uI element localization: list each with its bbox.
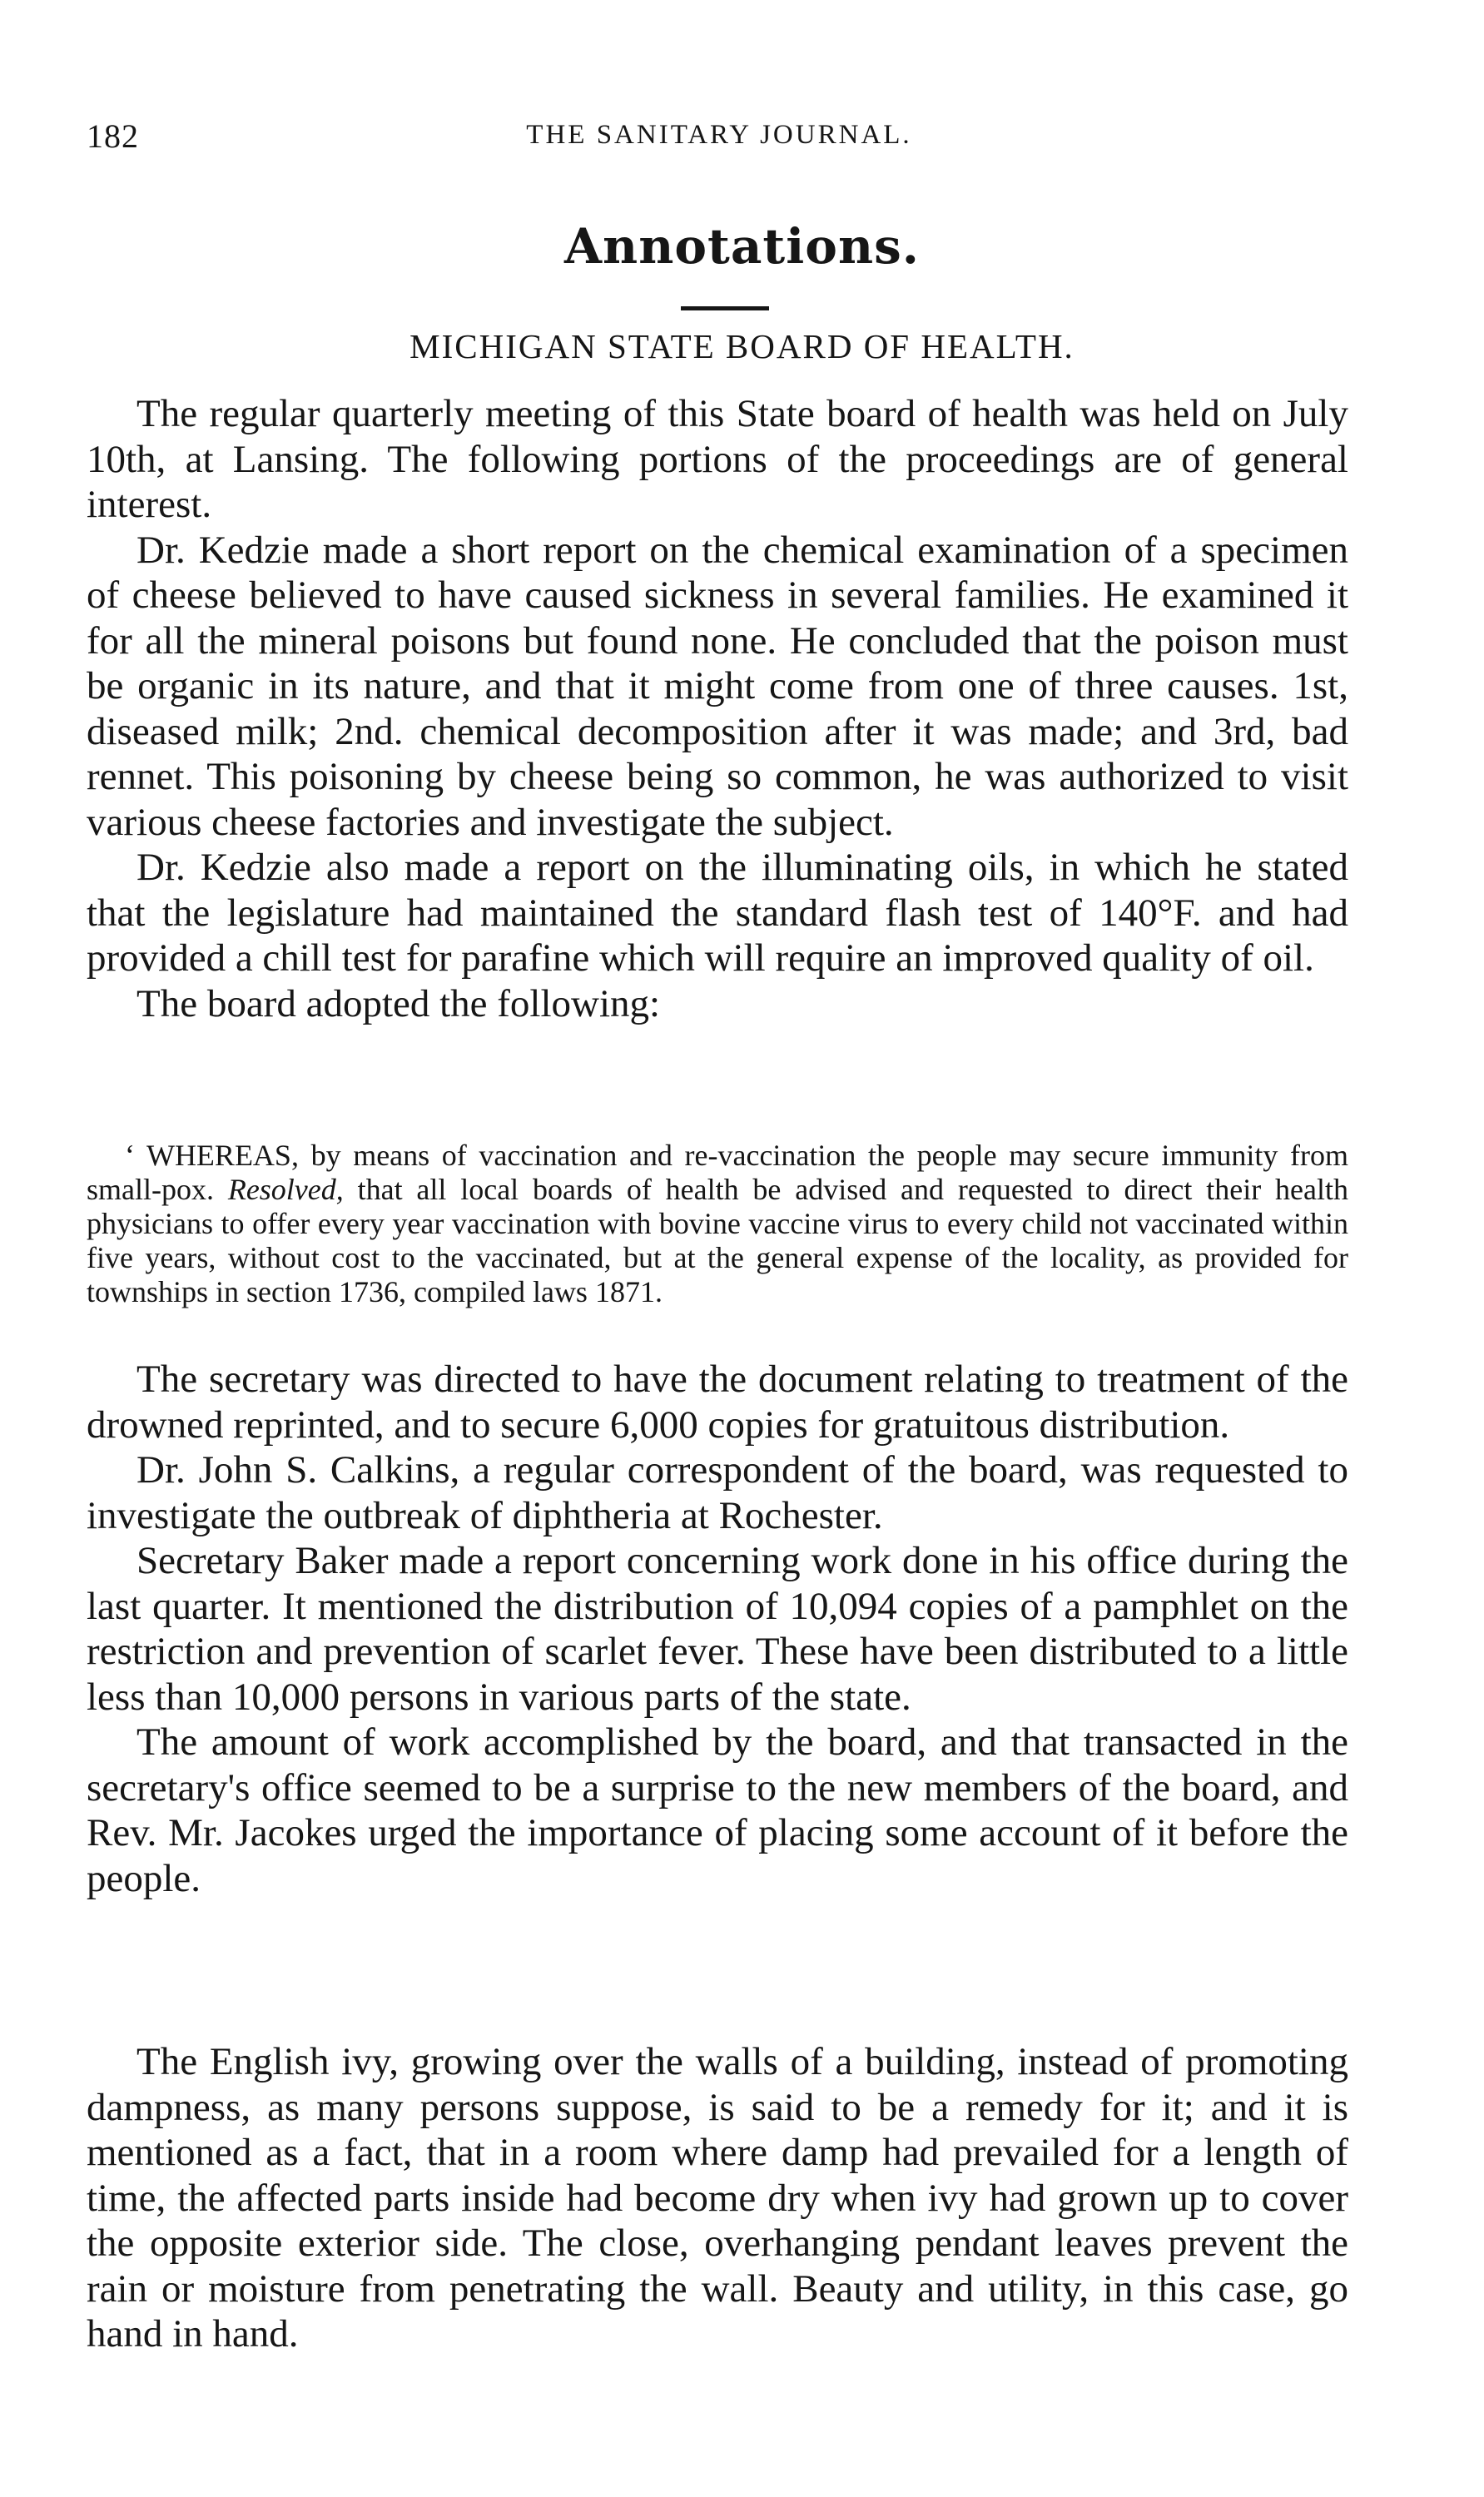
quote-whereas: ‘ WHEREAS, by means of vaccination and re-vaccination the people may secure immunity from small-pox. <box>87 1139 1348 1206</box>
page-number: 182 <box>87 117 139 155</box>
paragraph-work-accomplished: The amount of work accomplished by the board, and that transacted in the secretary's office seemed to be a surprise to the new members of the board, and Rev. Mr. Jacokes urged the importance of placing some account of it before the people. <box>87 1720 1348 1900</box>
paragraph-secretary-report: Secretary Baker made a report concerning work done in his office during the last quarter. It mentioned the distribution of 10,094 copies of a pamphlet on the restriction and prevention of scarlet fever. These have been distributed to a little less than 10,000 persons in various parts of the state. <box>87 1539 1348 1719</box>
paragraph-meeting: The regular quarterly meeting of this State board of health was held on July 10th, at Lansing. The following portions of the proceedings are of general interest. <box>87 392 1348 526</box>
paragraph-cheese-report: Dr. Kedzie made a short report on the chemical examination of a specimen of cheese believed to have caused sickness in several families. He examined it for all the mineral poisons but found none. He concluded that the poison must be organic in its nature, and that it might come from one of three causes. 1st, diseased milk; 2nd. chemical decomposition after it was made; and 3rd, bad rennet. This poisoning by cheese being so common, he was authorized to visit various cheese factories and investigate the subject. <box>87 528 1348 844</box>
journal-title: THE SANITARY JOURNAL. <box>526 120 912 150</box>
article-ivy <box>87 2039 1348 2357</box>
paragraph-diphtheria: Dr. John S. Calkins, a regular correspondent of the board, was requested to investigate the outbreak of diphtheria at Rochester. <box>87 1448 1348 1537</box>
heading-rule <box>681 306 769 310</box>
section-subheading: MICHIGAN STATE BOARD OF HEALTH. <box>409 327 1075 365</box>
paragraph-board-adopted: The board adopted the following: <box>136 981 661 1025</box>
running-head <box>87 117 1352 166</box>
article-body-part-2 <box>87 1357 1348 1901</box>
paragraph-english-ivy: The English ivy, growing over the walls of a building, instead of promoting dampness, as many persons suppose, is said to be a remedy for it; and it is mentioned as a fact, that in a room where damp had prevailed for a length of time, the affected parts inside had become dry when ivy had grown up to cover the opposite exterior side. The close, overhanging pendant leaves prevent the rain or moisture from penetrating the wall. Beauty and utility, in this case, go hand in hand. <box>87 2040 1348 2356</box>
paragraph-drowned-document: The secretary was directed to have the document relating to treatment of the drowned reprinted, and to secure 6,000 copies for gratuitous distribution. <box>87 1358 1348 1447</box>
quote-resolution: that all local boards of health be advised and requested to direct their health physicians to offer every year vaccination with bovine vaccine virus to every child not vaccinated within five years, without cost to the vaccinated, but at the general expense of the locality, as provided for townships in section 1736, compiled laws 1871. <box>87 1173 1348 1308</box>
article-body-part-1 <box>87 391 1348 1026</box>
quote-resolved: Resolved, <box>227 1173 344 1206</box>
quote-paragraph <box>87 1139 1348 1309</box>
section-heading: Annotations. <box>564 218 920 275</box>
paragraph-oils-report: Dr. Kedzie also made a report on the illuminating oils, in which he stated that the legislature had maintained the standard flash test of 140°F. and had provided a chill test for parafine which will require an improved quality of oil. <box>87 846 1348 980</box>
resolution-quote <box>87 1139 1348 1309</box>
